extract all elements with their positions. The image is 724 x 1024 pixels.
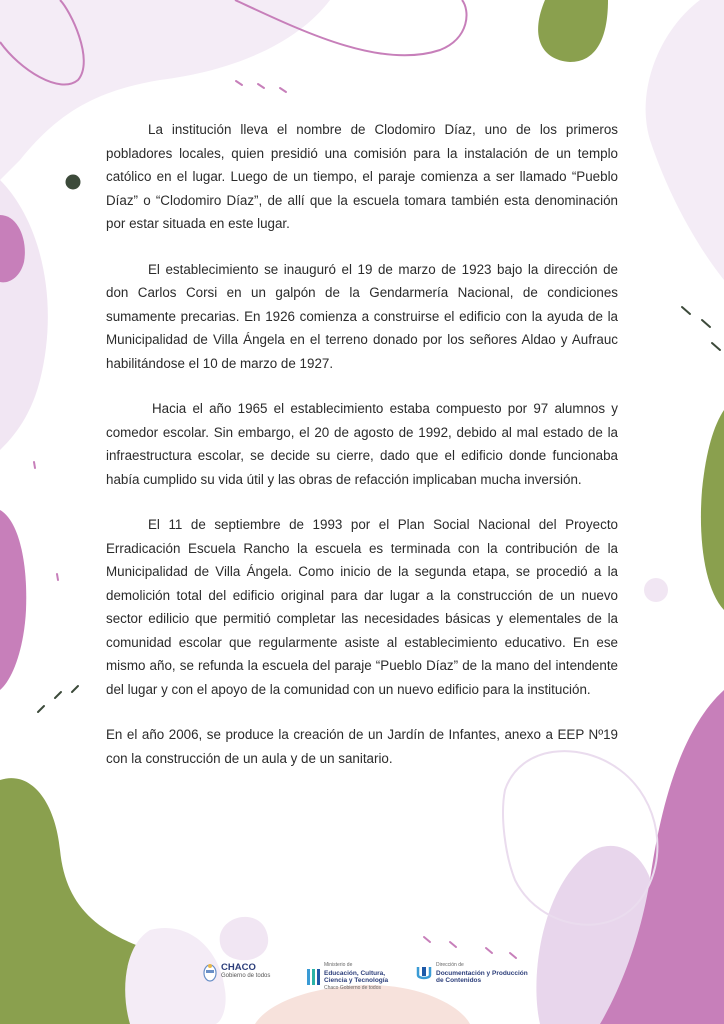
- footer-logos: [0, 958, 724, 998]
- paragraph-1: La institución lleva el nombre de Clodomiro Díaz, uno de los primeros pobladores locales, quien presidió una comisión para la instalación de un templo católico en el lugar. Luego de un tiempo, el paraje comienza a ser llamado “Pueblo Díaz” o “Clodomiro Díaz”, de allí que la escuela tomara también esta denominación por estar situada en este lugar.: [106, 122, 618, 231]
- ministry-line2: Ciencia y Tecnología: [324, 977, 389, 984]
- ministry-small: Ministerio de: [324, 962, 353, 968]
- chaco-title: CHACO: [221, 962, 256, 973]
- ministry-logo: [307, 962, 414, 992]
- documentation-line1: Documentación y Producción: [436, 969, 528, 977]
- ministry-line1: Educación, Cultura,: [324, 969, 386, 977]
- documentation-logo: [416, 962, 546, 985]
- document-body: [106, 118, 618, 792]
- paragraph-4: El 11 de septiembre de 1993 por el Plan Social Nacional del Proyecto Erradicación Escuela Rancho la escuela es terminada con la contribución de la Municipalidad de Villa Ángela. Como inicio de la segunda etapa, se procedió a la demolición total del edificio original para dar lugar a la construcción de un nuevo sector edilicio que permitió completar las necesidades básicas y elementales de la comunidad escolar que regularmente asiste al establecimiento educativo. En ese mismo año, se refunda la escuela del paraje “Pueblo Díaz” de la mano del intendente del lugar y con el apoyo de la comunidad con un nuevo edificio para la institución.: [106, 517, 618, 697]
- chaco-logo: [203, 962, 270, 982]
- ministry-bars-icon: [307, 969, 320, 985]
- paragraph-3: Hacia el año 1965 el establecimiento estaba compuesto por 97 alumnos y comedor escolar. Sin embargo, el 20 de agosto de 1992, debido al mal estado de la infraestructura escolar, se decide su cierre, dado que el edificio donde funcionaba había cumplido su vida útil y las obras de refacción implicaban mucha inversión.: [106, 401, 618, 487]
- blob-right-olive: [701, 410, 724, 610]
- blob-left-magenta-large: [0, 510, 26, 690]
- dot-dark: [66, 175, 81, 190]
- paragraph-2: El establecimiento se inauguró el 19 de marzo de 1923 bajo la dirección de don Carlos Corsi en un galpón de la Gendarmería Nacional, de condiciones sumamente precarias. En 1926 comienza a construirse el edificio con la ayuda de la Municipalidad de Villa Ángela en el terreno donado por los señores Aldao y Aufrauc habilitándose el 10 de marzo de 1927.: [106, 261, 618, 371]
- documentation-small: Dirección de: [436, 962, 464, 968]
- documentation-icon: [416, 965, 432, 981]
- chaco-seal-icon: [203, 962, 217, 982]
- blob-right-pale: [646, 0, 724, 280]
- chaco-subtitle: Gobierno de todos: [221, 973, 271, 979]
- ministry-sub: Chaco Gobierno de todos: [324, 984, 381, 991]
- blob-top-olive: [538, 0, 608, 62]
- blob-bottom-center: [220, 917, 269, 960]
- paragraph-5: En el año 2006, se produce la creación de un Jardín de Infantes, anexo a EEP Nº19 con la construcción de un aula y de un sanitario.: [106, 727, 618, 766]
- documentation-line2: de Contenidos: [436, 977, 482, 984]
- dot-pale: [644, 578, 668, 602]
